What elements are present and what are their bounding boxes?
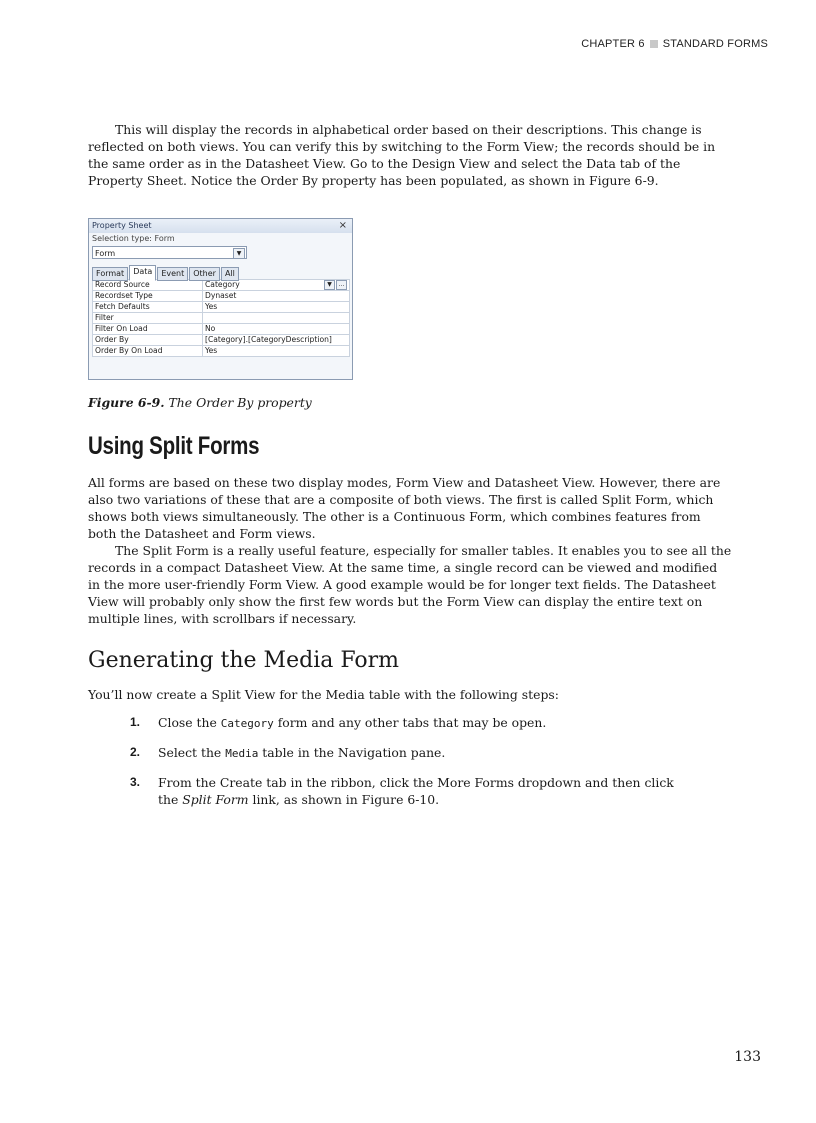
table-row[interactable] (93, 335, 350, 346)
property-key: Filter (93, 313, 203, 324)
table-row[interactable] (93, 346, 350, 357)
split-forms-body (88, 474, 732, 627)
list-item (130, 744, 690, 762)
step-number: 2. (130, 745, 141, 759)
property-key: Order By (93, 335, 203, 346)
step-text (158, 744, 445, 762)
property-key: Order By On Load (93, 346, 203, 357)
step-text-post: table in the Navigation pane. (258, 745, 446, 760)
chevron-down-icon[interactable]: ▼ (324, 280, 335, 290)
section-heading: Using Split Forms (88, 432, 260, 460)
table-row[interactable] (93, 291, 350, 302)
figure-label: Figure 6-9. (88, 395, 165, 410)
property-key: Recordset Type (93, 291, 203, 302)
chevron-down-icon[interactable]: ▼ (233, 248, 245, 259)
property-value[interactable] (203, 313, 350, 324)
paragraph-split-forms-2: The Split Form is a really useful feature, especially for smaller tables. It enables you to see all the records in a compact Datasheet View. At the same time, a single record can be viewed and modified in the more user-friendly Form View. A good example would be for longer text fields. The Datasheet View will probably only show the first few words but the Form View can display the entire text on multiple lines, with scrollbars if necessary. (88, 543, 732, 626)
list-item (130, 774, 690, 808)
object-selector-value: Form (95, 249, 116, 258)
paragraph-intro: This will display the records in alphabetical order based on their descriptions. This change is reflected on both views. You can verify this by switching to the Form View; the records should be in the same order as in the Datasheet View. Go to the Design View and select the Data tab of the Property Sheet. Notice the Order By property has been populated, as shown in Figure 6-9. (88, 122, 716, 188)
property-tabs (92, 265, 352, 279)
property-sheet-titlebar (89, 219, 352, 233)
running-head (581, 38, 768, 50)
step-code: Media (225, 747, 259, 760)
table-row[interactable] (93, 313, 350, 324)
figure-caption (88, 395, 312, 410)
table-row[interactable] (93, 302, 350, 313)
table-row[interactable] (93, 280, 350, 291)
list-item (130, 714, 690, 732)
property-value[interactable]: Yes (203, 302, 350, 313)
tab-event[interactable]: Event (157, 267, 188, 281)
property-grid (92, 279, 350, 357)
record-source-value: Category (205, 280, 240, 289)
property-sheet-figure (88, 218, 353, 380)
tab-all[interactable]: All (221, 267, 239, 281)
close-icon[interactable]: × (338, 220, 347, 231)
step-code: Category (220, 717, 274, 730)
step-text-post: link, as shown in Figure 6-10. (248, 792, 440, 807)
step-text (158, 774, 690, 808)
property-sheet-title: Property Sheet (92, 221, 152, 230)
step-text (158, 714, 546, 732)
step-text-post: form and any other tabs that may be open. (273, 715, 547, 730)
record-source-controls (324, 280, 347, 290)
step-number: 1. (130, 715, 141, 729)
property-key: Fetch Defaults (93, 302, 203, 313)
tab-format[interactable]: Format (92, 267, 128, 281)
paragraph-split-forms-1: All forms are based on these two display modes, Form View and Datasheet View. However, there are also two variations of these that are a composite of both views. The first is called Split Form, which shows both views simultaneously. The other is a Continuous Form, which combines features from both the Datasheet and Form views. (88, 475, 721, 541)
figure-caption-text: The Order By property (164, 395, 312, 410)
steps-list (130, 714, 690, 820)
property-value[interactable]: Yes (203, 346, 350, 357)
step-emphasis: Split Form (182, 792, 249, 807)
builder-ellipsis-icon[interactable]: … (336, 280, 347, 290)
property-key: Record Source (93, 280, 203, 291)
tab-other[interactable]: Other (189, 267, 220, 281)
subsection-heading: Generating the Media Form (88, 648, 400, 673)
property-key: Filter On Load (93, 324, 203, 335)
property-value[interactable]: No (203, 324, 350, 335)
running-head-title: STANDARD FORMS (662, 38, 768, 50)
property-value[interactable]: Dynaset (203, 291, 350, 302)
property-value[interactable]: [Category].[CategoryDescription] (203, 335, 350, 346)
running-head-chapter: CHAPTER 6 (581, 38, 645, 50)
object-selector-combo[interactable] (92, 246, 247, 259)
page-number: 133 (734, 1049, 761, 1065)
square-separator-icon (650, 40, 658, 48)
step-number: 3. (130, 775, 141, 789)
step-text-pre: From the Create tab in the ribbon, click the More Forms dropdown and then click the (158, 775, 674, 807)
selection-type-label: Selection type: Form (92, 234, 175, 243)
step-text-pre: Select the (158, 745, 226, 760)
table-row[interactable] (93, 324, 350, 335)
step-text-pre: Close the (158, 715, 221, 730)
tab-data[interactable]: Data (129, 265, 156, 281)
property-value[interactable] (203, 280, 350, 291)
paragraph-steps-intro: You’ll now create a Split View for the Media table with the following steps: (88, 687, 559, 702)
